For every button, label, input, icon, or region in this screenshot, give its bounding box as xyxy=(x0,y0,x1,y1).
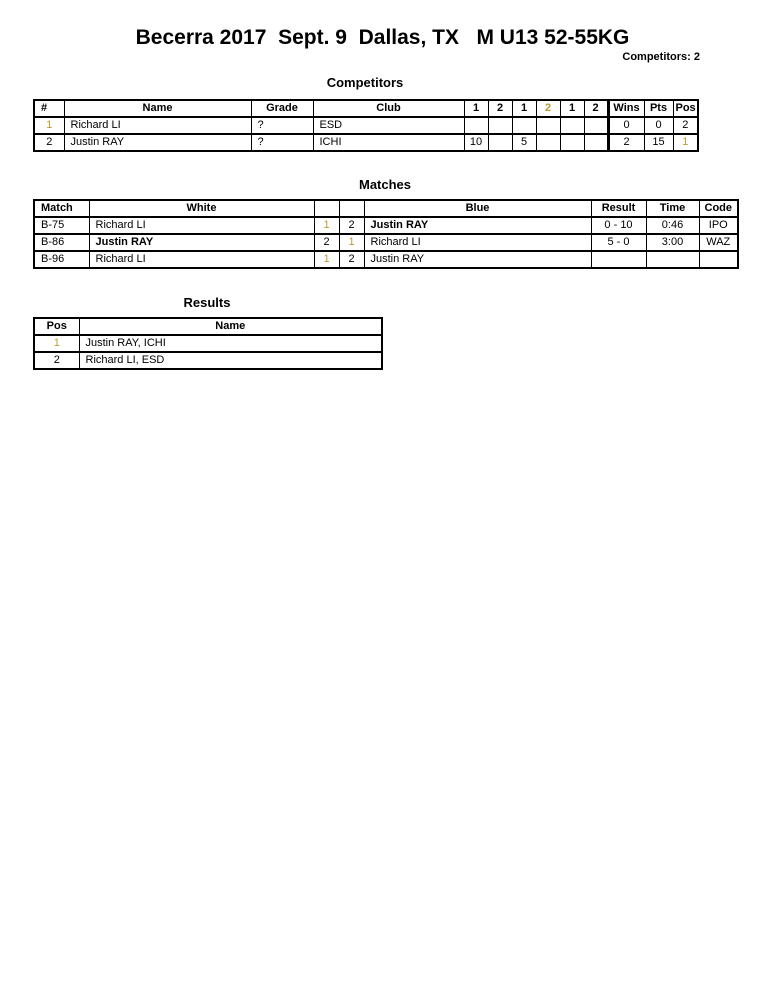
column-header-score-1: 1 xyxy=(464,100,488,117)
match-time xyxy=(646,251,699,268)
competitor-name: Justin RAY xyxy=(64,134,251,151)
match-row xyxy=(34,251,738,268)
white-score: 2 xyxy=(314,234,339,251)
matches-heading: Matches xyxy=(358,177,412,192)
score-cell: 5 xyxy=(512,134,536,151)
match-row xyxy=(34,234,738,251)
column-header-code: Code xyxy=(699,200,738,217)
score-cell xyxy=(464,117,488,134)
competitors-table xyxy=(33,99,699,152)
score-cell xyxy=(560,134,584,151)
page-title: Becerra 2017 Sept. 9 Dallas, TX M U13 52-55KG xyxy=(135,26,630,49)
column-header-blue-score xyxy=(339,200,364,217)
column-header-score-2: 2 xyxy=(488,100,512,117)
match-win-code: IPO xyxy=(699,217,738,234)
result-row xyxy=(34,352,382,369)
blue-competitor: Richard LI xyxy=(364,234,591,251)
white-competitor: Richard LI xyxy=(89,217,314,234)
column-header-score-5: 1 xyxy=(560,100,584,117)
column-header-white-score xyxy=(314,200,339,217)
score-cell xyxy=(488,134,512,151)
column-header-name: Name xyxy=(79,318,382,335)
competitor-grade: ? xyxy=(251,134,313,151)
results-heading: Results xyxy=(183,295,231,310)
score-cell xyxy=(488,117,512,134)
competitor-number: 1 xyxy=(34,117,64,134)
match-win-code xyxy=(699,251,738,268)
score-cell xyxy=(536,117,560,134)
match-code: B-75 xyxy=(34,217,89,234)
score-cell xyxy=(584,134,608,151)
column-header-score-3: 1 xyxy=(512,100,536,117)
match-result: 0 - 10 xyxy=(591,217,646,234)
score-cell xyxy=(512,117,536,134)
score-cell xyxy=(584,117,608,134)
white-score: 1 xyxy=(314,217,339,234)
column-header-pos: Pos xyxy=(34,318,79,335)
result-pos: 1 xyxy=(34,335,79,352)
competitors-count-label: Competitors: 2 xyxy=(622,51,700,63)
column-header-wins: Wins xyxy=(608,100,644,117)
blue-competitor: Justin RAY xyxy=(364,217,591,234)
match-time: 3:00 xyxy=(646,234,699,251)
results-header-row xyxy=(34,318,382,335)
white-competitor: Richard LI xyxy=(89,251,314,268)
competitors-header-row xyxy=(34,100,698,117)
match-result: 5 - 0 xyxy=(591,234,646,251)
column-header-pts: Pts xyxy=(644,100,673,117)
column-header-time: Time xyxy=(646,200,699,217)
competitor-number: 2 xyxy=(34,134,64,151)
match-win-code: WAZ xyxy=(699,234,738,251)
column-header-score-6: 2 xyxy=(584,100,608,117)
column-header-match: Match xyxy=(34,200,89,217)
competitor-wins: 0 xyxy=(608,117,644,134)
competitor-row xyxy=(34,117,698,134)
competitor-name: Richard LI xyxy=(64,117,251,134)
matches-header-row xyxy=(34,200,738,217)
match-result xyxy=(591,251,646,268)
column-header-result: Result xyxy=(591,200,646,217)
column-header-number: # xyxy=(34,100,64,117)
competitor-wins: 2 xyxy=(608,134,644,151)
column-header-pos: Pos xyxy=(673,100,698,117)
blue-score: 2 xyxy=(339,251,364,268)
competitor-pos: 1 xyxy=(673,134,698,151)
column-header-name: Name xyxy=(64,100,251,117)
match-code: B-96 xyxy=(34,251,89,268)
match-row xyxy=(34,217,738,234)
match-code: B-86 xyxy=(34,234,89,251)
result-row xyxy=(34,335,382,352)
competitors-heading: Competitors xyxy=(326,75,404,90)
competitor-club: ESD xyxy=(313,117,464,134)
competitor-pts: 0 xyxy=(644,117,673,134)
competitor-pts: 15 xyxy=(644,134,673,151)
score-cell: 10 xyxy=(464,134,488,151)
match-time: 0:46 xyxy=(646,217,699,234)
score-cell xyxy=(536,134,560,151)
white-competitor: Justin RAY xyxy=(89,234,314,251)
score-cell xyxy=(560,117,584,134)
column-header-white: White xyxy=(89,200,314,217)
white-score: 1 xyxy=(314,251,339,268)
column-header-club: Club xyxy=(313,100,464,117)
competitor-club: ICHI xyxy=(313,134,464,151)
result-pos: 2 xyxy=(34,352,79,369)
competitor-grade: ? xyxy=(251,117,313,134)
blue-score: 1 xyxy=(339,234,364,251)
competitor-pos: 2 xyxy=(673,117,698,134)
result-name: Justin RAY, ICHI xyxy=(79,335,382,352)
column-header-blue: Blue xyxy=(364,200,591,217)
column-header-score-4: 2 xyxy=(536,100,560,117)
competitor-row xyxy=(34,134,698,151)
blue-score: 2 xyxy=(339,217,364,234)
matches-table xyxy=(33,199,739,269)
column-header-grade: Grade xyxy=(251,100,313,117)
blue-competitor: Justin RAY xyxy=(364,251,591,268)
result-name: Richard LI, ESD xyxy=(79,352,382,369)
results-table xyxy=(33,317,383,370)
